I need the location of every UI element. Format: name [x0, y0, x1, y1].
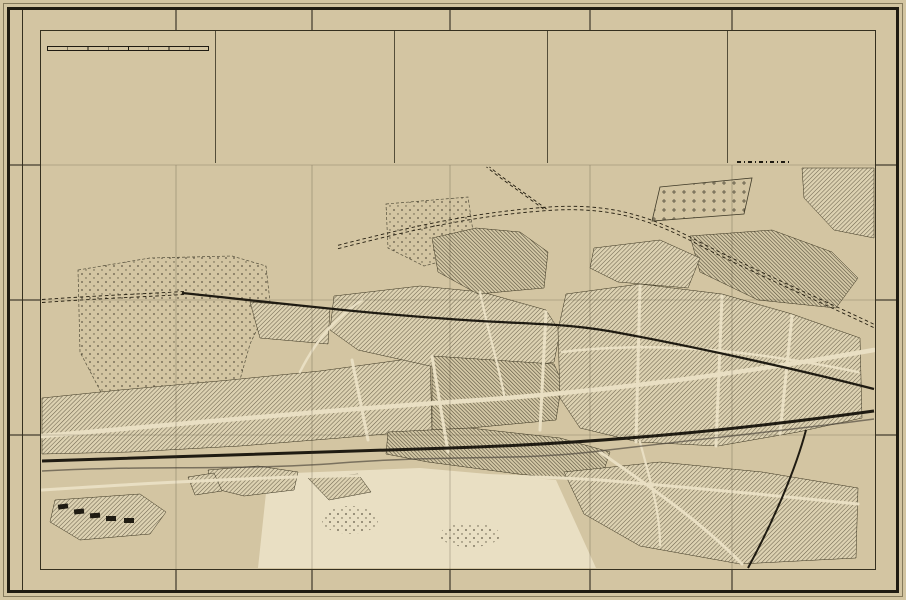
grid-right	[876, 30, 896, 570]
scale-bar	[47, 46, 209, 51]
scale-ticks	[47, 38, 209, 46]
outer-border	[7, 7, 899, 593]
legend-rule	[727, 30, 728, 163]
scale-bar-block	[47, 38, 209, 51]
pferdebahn-line-symbol	[737, 161, 791, 163]
legend-rule	[215, 30, 216, 163]
margin-annotation	[9, 30, 22, 570]
grid-bottom	[40, 570, 876, 590]
title-block	[44, 33, 212, 53]
legend-rule	[394, 30, 395, 163]
grid-top	[40, 10, 876, 30]
pferdebahn-legend	[731, 161, 872, 163]
legend-rule	[547, 30, 548, 163]
